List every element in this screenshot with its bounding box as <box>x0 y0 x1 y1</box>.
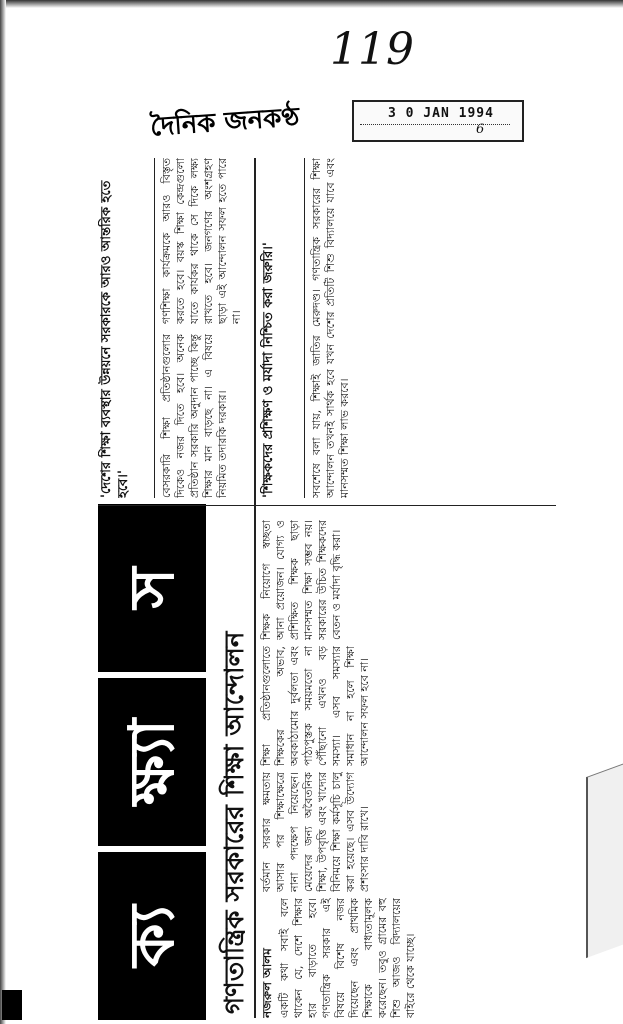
article-column-4: বেসরকারি শিক্ষা প্রতিষ্ঠানগুলোর দিকেও নজর দিতে হবে। অনেক প্রতিষ্ঠান সরকারি অনুদান পাচ্ছে কিন্তু শিক্ষার মান বাড়ছে না। এ বিষয়ে নিয়মিত তদারকি দরকার। <box>160 334 229 498</box>
column-divider <box>98 505 556 506</box>
scan-mark <box>2 990 22 1020</box>
page-curl <box>586 763 623 958</box>
page-number: 119 <box>330 24 414 75</box>
banner-block-1: ক্য <box>98 852 206 1020</box>
banner-block-3: স <box>98 504 206 672</box>
scan-edge-left <box>0 0 6 1024</box>
stamp-page: 6 <box>476 122 485 137</box>
divider-rule <box>254 158 256 1018</box>
article-column-3: শিক্ষক নিয়োগে স্বচ্ছতা আনা প্রয়োজন। যোগ্য ও প্রশিক্ষিত শিক্ষক ছাড়া মানসম্মত শিক্ষা সম্ভব নয়। সরকারের উচিত শিক্ষকদের বেতন ও মর্যাদা বৃদ্ধি করা। <box>260 520 343 640</box>
article-column-2: শিক্ষা প্রতিষ্ঠানগুলোতে শিক্ষকের অভাব, অবকাঠামোর দুর্বলতা এবং পাঠ্যপুস্তক সময়মতো না পৌঁছানো এখনও বড় সমস্যা। এসব সমস্যার সমাধান না হলে শিক্ষা আন্দোলন সফল হবে না। <box>260 646 371 766</box>
article-byline: নজরুল আলম <box>260 948 274 1018</box>
article-column-1: বর্তমান সরকার ক্ষমতায় আসার পর শিক্ষাক্ষেত্রে নানা পদক্ষেপ নিয়েছেন। মেয়েদের জন্য অবৈতনিক শিক্ষা, উপবৃত্তি এবং খাদ্যের বিনিময়ে শিক্ষা কর্মসূচি চালু করা হয়েছে। এসব উদ্যোগ প্রশংসার দাবি রাখে। <box>260 772 371 892</box>
scan-edge-top <box>0 0 623 8</box>
pull-quote-2: 'শিক্ষকদের প্রশিক্ষণ ও মর্যাদা নিশ্চিত করা জরুরি।' <box>261 242 276 498</box>
date-stamp <box>352 100 524 142</box>
newspaper-clipping <box>92 148 562 1024</box>
article-headline: গণতান্ত্রিক সরকারের শিক্ষা আন্দোলন <box>220 631 250 1014</box>
stamp-date: 3 0 JAN 1994 <box>388 106 494 121</box>
banner-block-2: ক্ষ্যা <box>98 678 206 846</box>
clipping-rotated <box>92 148 562 1024</box>
column-text-0: একটি কথা সবাই বলে থাকেন যে, দেশে শিক্ষার হার বাড়াতে হবে। গণতান্ত্রিক সরকার এই বিষয়ে বিশেষ নজর দিয়েছেন এবং প্রাথমিক শিক্ষাকে বাধ্যতামূলক করেছেন। তবুও গ্রামের বহু শিশু আজও বিদ্যালয়ের বাইরে থেকে যাচ্ছে। <box>278 898 417 1018</box>
article-column-6: সবশেষে বলা যায়, শিক্ষাই জাতির মেরুদণ্ড। গণতান্ত্রিক সরকারের শিক্ষা আন্দোলন তখনই সার্থক হবে যখন দেশের প্রতিটি শিশু বিদ্যালয়ে যাবে এবং মানসম্মত শিক্ষা লাভ করবে। <box>310 158 351 498</box>
newspaper-masthead: দৈনিক জনকণ্ঠ <box>149 102 301 143</box>
stamp-dotted-line <box>360 124 510 126</box>
divider-rule <box>304 158 305 498</box>
article-column-0 <box>260 898 556 1018</box>
pull-quote-1: 'দেশের শিক্ষা ব্যবস্থার উন্নয়নে সরকারকে আরও আন্তরিক হতে হবে।' <box>99 180 131 498</box>
article-column-5: গণশিক্ষা কার্যক্রমকে আরও বিস্তৃত করতে হবে। বয়স্ক শিক্ষা কেন্দ্রগুলো যাতে কার্যকর থাকে সে দিকে লক্ষ্য রাখতে হবে। জনগণের অংশগ্রহণ ছাড়া এই আন্দোলন সফল হতে পারে না। <box>160 158 243 324</box>
divider-rule <box>154 158 155 498</box>
